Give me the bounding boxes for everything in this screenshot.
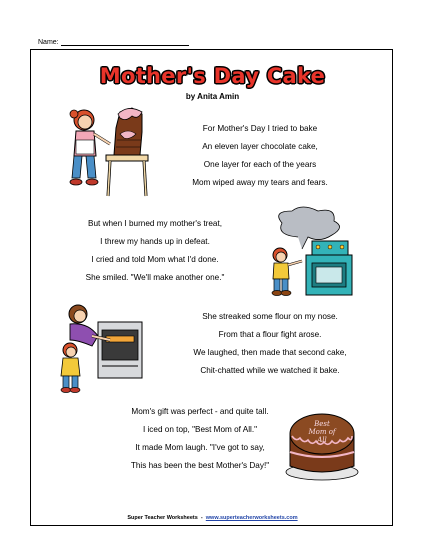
cake-icing-text: Mom of bbox=[308, 428, 336, 436]
poem-line: Mom's gift was perfect - and quite tall. bbox=[131, 407, 269, 416]
name-field[interactable] bbox=[38, 38, 189, 46]
poem-line: Mom wiped away my tears and fears. bbox=[192, 178, 328, 187]
cake-icing-text: Best bbox=[314, 420, 330, 428]
poem-author: by Anita Amin bbox=[185, 92, 240, 101]
burned-cake-stove-illustration bbox=[262, 205, 362, 300]
poem-line: I cried and told Mom what I'd done. bbox=[91, 255, 219, 264]
poem-line: I threw my hands up in defeat. bbox=[100, 237, 210, 246]
mom-and-child-oven-illustration bbox=[48, 296, 148, 396]
poem-line: Chit-chatted while we watched it bake. bbox=[200, 366, 340, 375]
stanza-3 bbox=[170, 308, 370, 380]
poem-line: From that a flour fight arose. bbox=[218, 330, 322, 339]
name-underline[interactable] bbox=[61, 38, 189, 46]
poem-line: She smiled. "We'll make another one." bbox=[85, 273, 225, 282]
stanza-2 bbox=[55, 215, 255, 287]
poem-line: We laughed, then made that second cake, bbox=[193, 348, 347, 357]
best-mom-cake-illustration bbox=[282, 400, 362, 482]
poem-line: But when I burned my mother's treat, bbox=[88, 219, 222, 228]
footer-site-name: Super Teacher Worksheets bbox=[127, 515, 198, 521]
poem-line: I iced on top, "Best Mom of All." bbox=[142, 425, 258, 434]
cake-icing-text: All bbox=[317, 436, 327, 444]
poem-line: For Mother's Day I tried to bake bbox=[202, 124, 318, 133]
poem-line: This has been the best Mother's Day!" bbox=[130, 461, 270, 470]
poem-line: She streaked some flour on my nose. bbox=[202, 312, 338, 321]
name-label: Name: bbox=[38, 39, 59, 46]
poem-line: It made Mom laugh. "I've got to say, bbox=[135, 443, 265, 452]
footer bbox=[0, 515, 425, 521]
poem-line: One layer for each of the years bbox=[203, 160, 317, 169]
girl-baking-cake-illustration bbox=[62, 100, 157, 200]
footer-separator: - bbox=[200, 515, 203, 521]
stanza-4 bbox=[100, 403, 300, 475]
stanza-1 bbox=[160, 120, 360, 192]
poem-title: Mother's Day Cake bbox=[99, 64, 326, 88]
footer-website-link[interactable]: www.superteacherworksheets.com bbox=[205, 515, 298, 521]
poem-line: An eleven layer chocolate cake, bbox=[202, 142, 318, 151]
